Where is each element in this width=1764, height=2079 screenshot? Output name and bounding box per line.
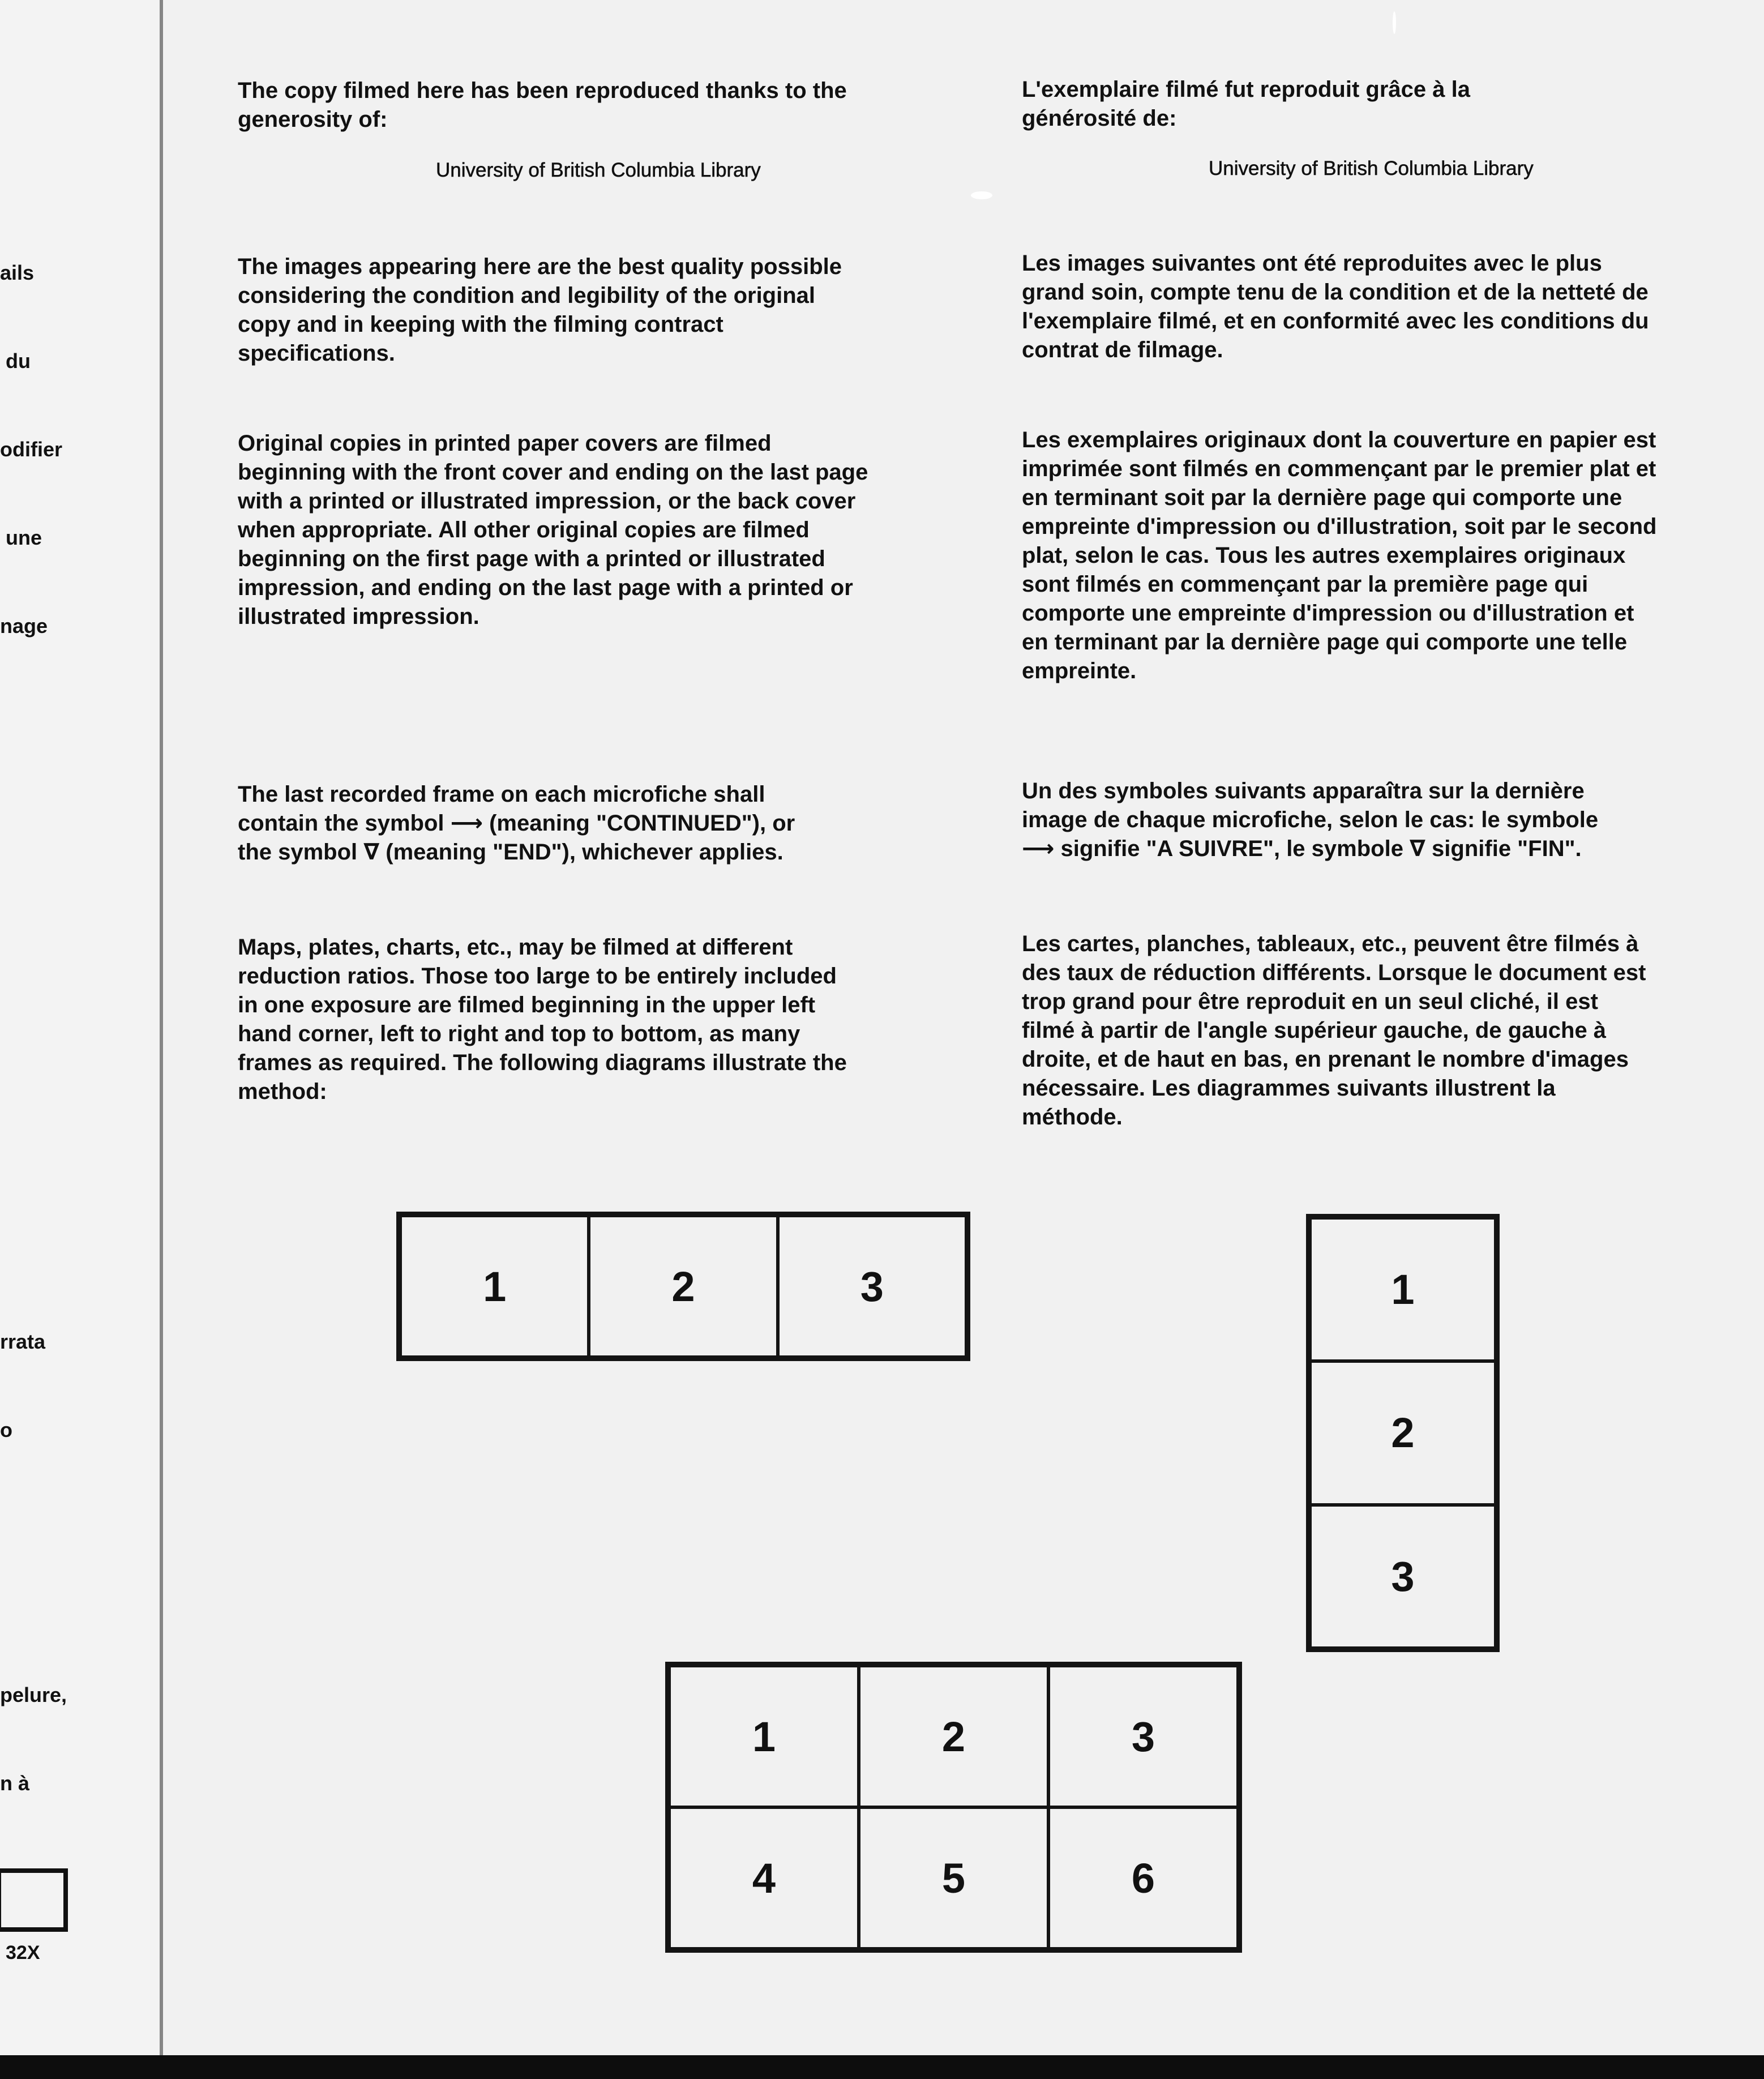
reduction-label: 32X: [6, 1942, 40, 1964]
symbols-paragraph-fr: Un des symboles suivants apparaîtra sur la dernière image de chaque microfiche, selon le cas: le symbole ⟶ signifie "A SUIVRE", le symbole ∇ signifie "FIN".: [1022, 778, 1599, 861]
margin-fragments-middle: [0, 1268, 67, 1857]
symbols-paragraph-en: The last recorded frame on each microfiche shall contain the symbol ⟶ (meaning "CONTINUED"), or the symbol ∇ (meaning "END"), whichever applies.: [238, 782, 795, 865]
margin-fragment: n à: [0, 1772, 30, 1795]
frame-cell: 2: [1310, 1361, 1496, 1504]
library-name-fr: University of British Columbia Library: [1209, 157, 1534, 179]
library-name-en: University of British Columbia Library: [436, 159, 761, 181]
scan-speck: [1393, 11, 1396, 34]
margin-fragment: rrata: [0, 1330, 46, 1353]
margin-fragment: odifier: [0, 438, 63, 461]
credit-intro-en: The copy filmed here has been reproduced thanks to the generosity of:: [238, 78, 847, 132]
quality-paragraph-fr: Les images suivantes ont été reproduites avec le plus grand soin, compte tenu de la condition et de la netteté de l'exemplaire filmé, et en conformité avec les conditions du contrat de filmage.: [1022, 251, 1649, 362]
covers-paragraph-en: Original copies in printed paper covers are filmed beginning with the front cover and ending on the last page with a printed or illustrated impression, or the back cover when appropriate. All other original copies are filmed beginning on the first page with a printed or illustrated impression, and ending on the last page with a printed or illustrated impression.: [238, 431, 868, 629]
margin-fragment: o: [0, 1418, 12, 1441]
margin-fragment: une: [0, 526, 42, 549]
covers-paragraph-fr: Les exemplaires originaux dont la couverture en papier est imprimée sont filmés en commençant par le premier plat et en terminant soit par la dernière page qui comporte une empreinte d'impression ou d'illustration, soit par le second plat, selon le cas. Tous les autres exemplaires originaux sont filmés en commençant par la première page qui comporte une empreinte d'impression ou d'illustration et en terminant par la dernière page qui comporte une telle empreinte.: [1022, 427, 1657, 683]
margin-fragment: ails: [0, 261, 35, 284]
margin-fragments-top: [0, 199, 62, 700]
frame-cell: 3: [778, 1216, 966, 1357]
margin-fragment: du: [0, 349, 31, 373]
credit-intro-fr: L'exemplaire filmé fut reproduit grâce à la générosité de:: [1022, 77, 1470, 131]
diagram-horizontal-frames: [396, 1212, 970, 1361]
maps-paragraph-fr: Les cartes, planches, tableaux, etc., peuvent être filmés à des taux de réduction différents. Lorsque le document est trop grand pour être reproduit en un seul cliché, il est filmé à partir de l'angle supérieur gauche, de gauche à droite, et de haut en bas, en prenant le nombre d'images nécessaire. Les diagrammes suivants illustrent la méthode.: [1022, 931, 1646, 1130]
margin-fragment: [0, 1504, 67, 1533]
frame-cell: 1: [1310, 1218, 1496, 1361]
quality-paragraph-en: The images appearing here are the best quality possible considering the condition and legibility of the original copy and in keeping with the filming contract specifications.: [238, 254, 842, 366]
page-gutter-rule: [160, 0, 163, 2055]
frame-cell: 3: [1310, 1505, 1496, 1648]
maps-paragraph-en: Maps, plates, charts, etc., may be filmed at different reduction ratios. Those too large to be entirely included in one exposure are filmed beginning in the upper left hand corner, left to right and top to bottom, as many frames as required. The following diagrams illustrate the method:: [238, 935, 847, 1104]
reduction-target-square: [0, 1868, 68, 1932]
frame-cell: 2: [859, 1666, 1048, 1807]
scan-speck: [971, 191, 992, 199]
frame-cell: 1: [400, 1216, 589, 1357]
frame-cell: 2: [589, 1216, 777, 1357]
diagram-vertical-frames: [1306, 1214, 1500, 1652]
margin-fragment: [0, 1592, 67, 1622]
film-edge-band: [0, 2055, 1764, 2079]
margin-fragment: pelure,: [0, 1683, 67, 1706]
frame-cell: 1: [669, 1666, 859, 1807]
diagram-grid-frames: [665, 1662, 1242, 1953]
previous-page-stub: [0, 0, 164, 2055]
frame-cell: 4: [669, 1807, 859, 1949]
margin-fragment: nage: [0, 614, 48, 638]
frame-cell: 5: [859, 1807, 1048, 1949]
frame-cell: 6: [1048, 1807, 1238, 1949]
frame-cell: 3: [1048, 1666, 1238, 1807]
